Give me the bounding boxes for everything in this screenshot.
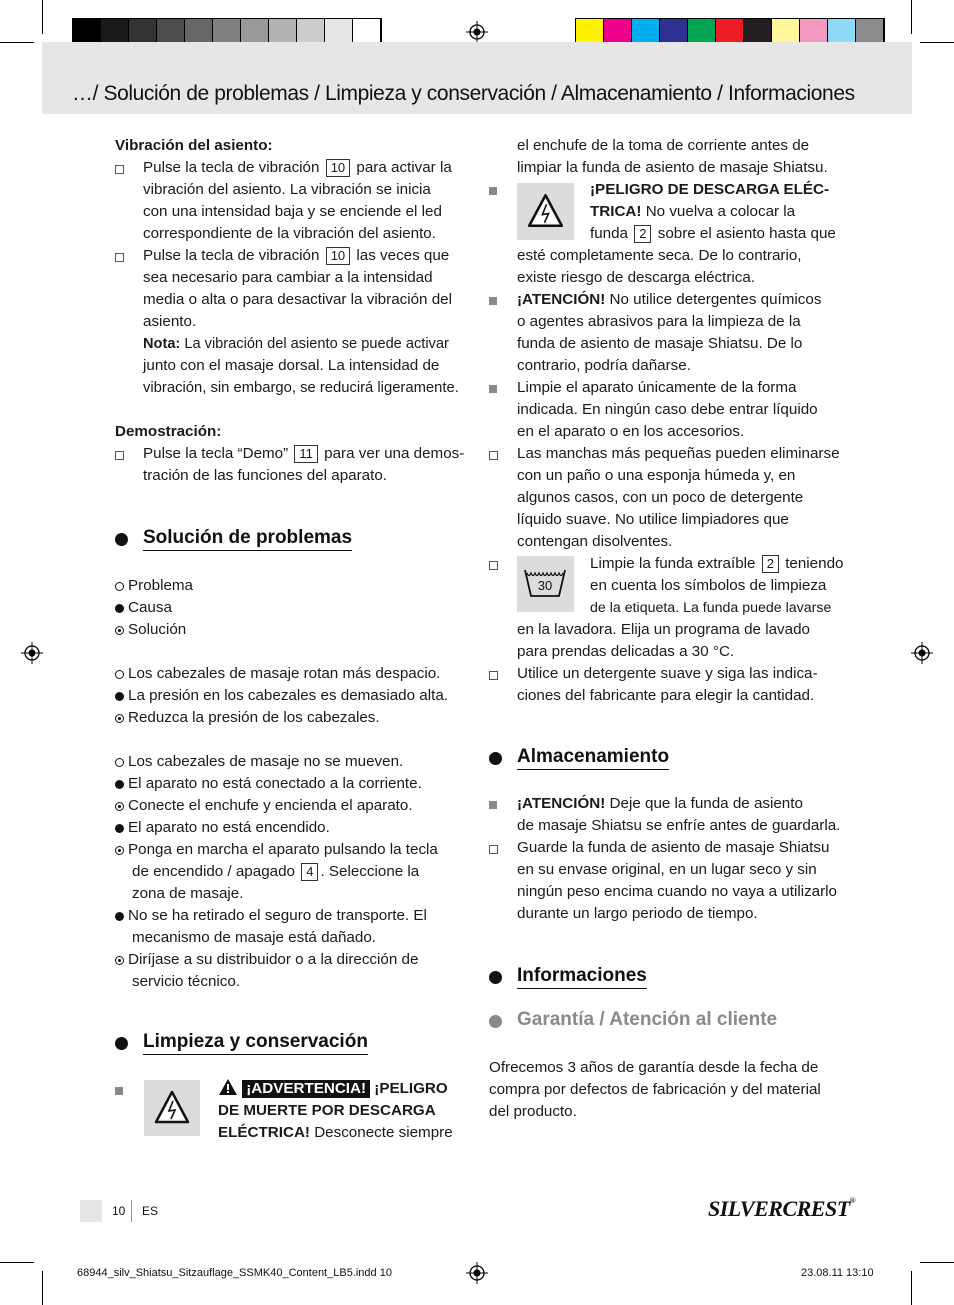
- footer-divider: [131, 1200, 132, 1222]
- vibration-item-2-line: sea necesario para cambiar a la intensidad: [143, 269, 433, 286]
- crop-mark: [911, 1271, 912, 1305]
- electric-warning-icon: [144, 1080, 200, 1136]
- bullet-square: [115, 451, 124, 460]
- problem-line: Los cabezales de masaje rotan más despacio.: [115, 663, 440, 685]
- solution-line: Ponga en marcha el aparato pulsando la tecla: [115, 839, 438, 861]
- legend-cause: Causa: [115, 597, 172, 619]
- body-line: en el aparato o en los accesorios.: [517, 423, 745, 440]
- body-line: indicada. En ningún caso debe entrar líquido: [517, 401, 818, 418]
- vibration-item-2-line: asiento.: [143, 313, 197, 330]
- crop-mark: [920, 42, 954, 43]
- cause-line: mecanismo de masaje está dañado.: [132, 929, 376, 946]
- vibration-item-1-line: Pulse la tecla de vibración 10 para activar la: [143, 159, 452, 176]
- body-line: algunos casos, con un poco de detergente: [517, 489, 804, 506]
- body-line: Utilice un detergente suave y siga las indica-: [517, 665, 818, 682]
- vibration-item-2-line: media o alta o para desactivar la vibración del: [143, 291, 452, 308]
- danger-line: ¡PELIGRO DE DESCARGA ELÉC-: [590, 181, 830, 198]
- warning-badge: ¡ADVERTENCIA!: [242, 1080, 370, 1098]
- bullet-square: [489, 671, 498, 680]
- warranty-line: Ofrecemos 3 años de garantía desde la fecha de: [489, 1059, 819, 1076]
- cause-symbol-icon: [115, 604, 124, 613]
- bullet-square: [115, 165, 124, 174]
- warranty-line: del producto.: [489, 1103, 577, 1120]
- section-title-troubleshooting: Solución de problemas: [143, 527, 352, 551]
- bullet-filled-square: [489, 297, 497, 305]
- bullet-square: [489, 561, 498, 570]
- storage-line: durante un largo periodo de tiempo.: [517, 905, 758, 922]
- note-line: Nota: La vibración del asiento se puede activar: [143, 336, 449, 352]
- section-bullet-icon: [489, 1015, 502, 1028]
- storage-line: ¡ATENCIÓN! Deje que la funda de asiento: [517, 795, 803, 812]
- cause-symbol-icon: [115, 912, 124, 921]
- danger-line: funda 2 sobre el asiento hasta que: [590, 225, 836, 242]
- cause-symbol-icon: [115, 780, 124, 789]
- solution-symbol-icon: [115, 714, 124, 723]
- bullet-filled-square: [489, 801, 497, 809]
- crop-mark: [920, 1262, 954, 1263]
- section-title-storage: Almacenamiento: [517, 746, 669, 770]
- storage-line: en su envase original, en un lugar seco y sin: [517, 861, 817, 878]
- solution-line: zona de masaje.: [132, 885, 244, 902]
- page-title: …/ Solución de problemas / Limpieza y conservación / Almacenamiento / Informaciones: [72, 82, 855, 105]
- solution-line: servicio técnico.: [132, 973, 241, 990]
- problem-symbol-icon: [115, 582, 124, 591]
- crop-mark: [0, 1262, 34, 1263]
- warning-line: DE MUERTE POR DESCARGA: [218, 1102, 436, 1119]
- solution-symbol-icon: [115, 956, 124, 965]
- body-line: Limpie el aparato únicamente de la forma: [517, 379, 797, 396]
- body-line: limpiar la funda de asiento de masaje Shiatsu.: [517, 159, 828, 176]
- bullet-filled-square: [115, 1087, 123, 1095]
- wash-30-icon: [517, 556, 574, 612]
- demo-heading: Demostración:: [115, 423, 222, 440]
- warning-line: ELÉCTRICA! Desconecte siempre: [218, 1124, 453, 1141]
- solution-line: Diríjase a su distribuidor o a la dirección de: [115, 949, 418, 971]
- cover-line: Limpie la funda extraíble 2 teniendo: [590, 555, 844, 572]
- svg-text:30: 30: [537, 578, 553, 593]
- crop-mark: [42, 0, 43, 34]
- section-bullet-icon: [115, 1037, 128, 1050]
- warning-triangle-icon: [218, 1078, 238, 1096]
- section-bullet-icon: [115, 533, 128, 546]
- danger-line: existe riesgo de descarga eléctrica.: [517, 269, 756, 286]
- cause-line: La presión en los cabezales es demasiado alta.: [115, 685, 448, 707]
- danger-line: esté completamente seca. De lo contrario,: [517, 247, 802, 264]
- vibration-heading: Vibración del asiento:: [115, 137, 273, 154]
- legend-solution: Solución: [115, 619, 186, 641]
- section-bullet-icon: [489, 752, 502, 765]
- legend-problem: Problema: [115, 575, 193, 597]
- vibration-item-1-line: vibración del asiento. La vibración se inicia: [143, 181, 431, 198]
- language-code: ES: [142, 1204, 159, 1218]
- registration-mark-icon: [911, 642, 933, 664]
- cause-line: El aparato no está conectado a la corriente.: [115, 773, 422, 795]
- body-line: Las manchas más pequeñas pueden eliminarse: [517, 445, 840, 462]
- cause-symbol-icon: [115, 692, 124, 701]
- cover-line: de la etiqueta. La funda puede lavarse: [590, 600, 832, 616]
- bullet-square: [115, 253, 124, 262]
- attention-line: o agentes abrasivos para la limpieza de la: [517, 313, 801, 330]
- solution-line: de encendido / apagado 4 . Seleccione la: [132, 863, 420, 880]
- brand-logo: SILVERCREST®: [708, 1196, 856, 1221]
- section-title-information: Informaciones: [517, 965, 647, 989]
- section-title-warranty: Garantía / Atención al cliente: [517, 1009, 778, 1030]
- cover-line: en cuenta los símbolos de limpieza: [590, 577, 827, 594]
- section-title-cleaning: Limpieza y conservación: [143, 1031, 368, 1055]
- electric-warning-icon: [517, 183, 574, 240]
- crop-mark: [911, 0, 912, 34]
- note-line: junto con el masaje dorsal. La intensidad de: [143, 357, 440, 374]
- problem-symbol-icon: [115, 758, 124, 767]
- bullet-square: [489, 845, 498, 854]
- solution-symbol-icon: [115, 626, 124, 635]
- page-tab: [80, 1200, 102, 1222]
- registration-mark-icon: [466, 1262, 488, 1284]
- registration-mark-icon: [21, 642, 43, 664]
- cause-symbol-icon: [115, 824, 124, 833]
- body-line: líquido suave. No utilice limpiadores que: [517, 511, 789, 528]
- section-bullet-icon: [489, 971, 502, 984]
- cause-line: No se ha retirado el seguro de transporte. El: [115, 905, 427, 927]
- cover-line: para prendas delicadas a 30 °C.: [517, 643, 735, 660]
- registration-mark-icon: [466, 21, 488, 43]
- attention-line: funda de asiento de masaje Shiatsu. De lo: [517, 335, 803, 352]
- storage-line: ningún peso encima cuando no vaya a utilizarlo: [517, 883, 837, 900]
- warranty-line: compra por defectos de fabricación y del material: [489, 1081, 821, 1098]
- body-line: contengan disolventes.: [517, 533, 673, 550]
- bullet-filled-square: [489, 385, 497, 393]
- crop-mark: [42, 1271, 43, 1305]
- note-line: vibración, sin embargo, se reducirá ligeramente.: [143, 380, 459, 396]
- vibration-item-1-line: con una intensidad baja y se enciende el led: [143, 203, 442, 220]
- solution-symbol-icon: [115, 802, 124, 811]
- demo-item-line: Pulse la tecla “Demo” 11 para ver una demos-: [143, 445, 465, 462]
- problem-line: Los cabezales de masaje no se mueven.: [115, 751, 403, 773]
- crop-mark: [0, 42, 34, 43]
- solution-symbol-icon: [115, 846, 124, 855]
- body-line: con un paño o una esponja húmeda y, en: [517, 467, 796, 484]
- cover-line: en la lavadora. Elija un programa de lavado: [517, 621, 810, 638]
- body-line: ciones del fabricante para elegir la cantidad.: [517, 687, 815, 704]
- cause-line: El aparato no está encendido.: [115, 817, 330, 839]
- solution-line: Conecte el enchufe y encienda el aparato.: [115, 795, 413, 817]
- page-number: 10: [112, 1204, 126, 1218]
- bullet-square: [489, 451, 498, 460]
- attention-line: contrario, podría dañarse.: [517, 357, 691, 374]
- demo-item-line: tración de las funciones del aparato.: [143, 467, 388, 484]
- vibration-item-1-line: correspondiente de la vibración del asiento.: [143, 225, 436, 242]
- file-slug: 68944_silv_Shiatsu_Sitzauflage_SSMK40_Content_LB5.indd 10: [77, 1267, 392, 1279]
- danger-line: TRICA! No vuelva a colocar la: [590, 203, 796, 220]
- date-slug: 23.08.11 13:10: [801, 1267, 874, 1279]
- body-line: el enchufe de la toma de corriente antes de: [517, 137, 810, 154]
- solution-line: Reduzca la presión de los cabezales.: [115, 707, 380, 729]
- storage-line: Guarde la funda de asiento de masaje Shiatsu: [517, 839, 830, 856]
- bullet-filled-square: [489, 187, 497, 195]
- problem-symbol-icon: [115, 670, 124, 679]
- warning-line: ¡ADVERTENCIA! ¡PELIGRO: [218, 1078, 448, 1100]
- storage-line: de masaje Shiatsu se enfríe antes de guardarla.: [517, 817, 841, 834]
- attention-line: ¡ATENCIÓN! No utilice detergentes químicos: [517, 291, 822, 308]
- vibration-item-2-line: Pulse la tecla de vibración 10 las veces que: [143, 247, 450, 264]
